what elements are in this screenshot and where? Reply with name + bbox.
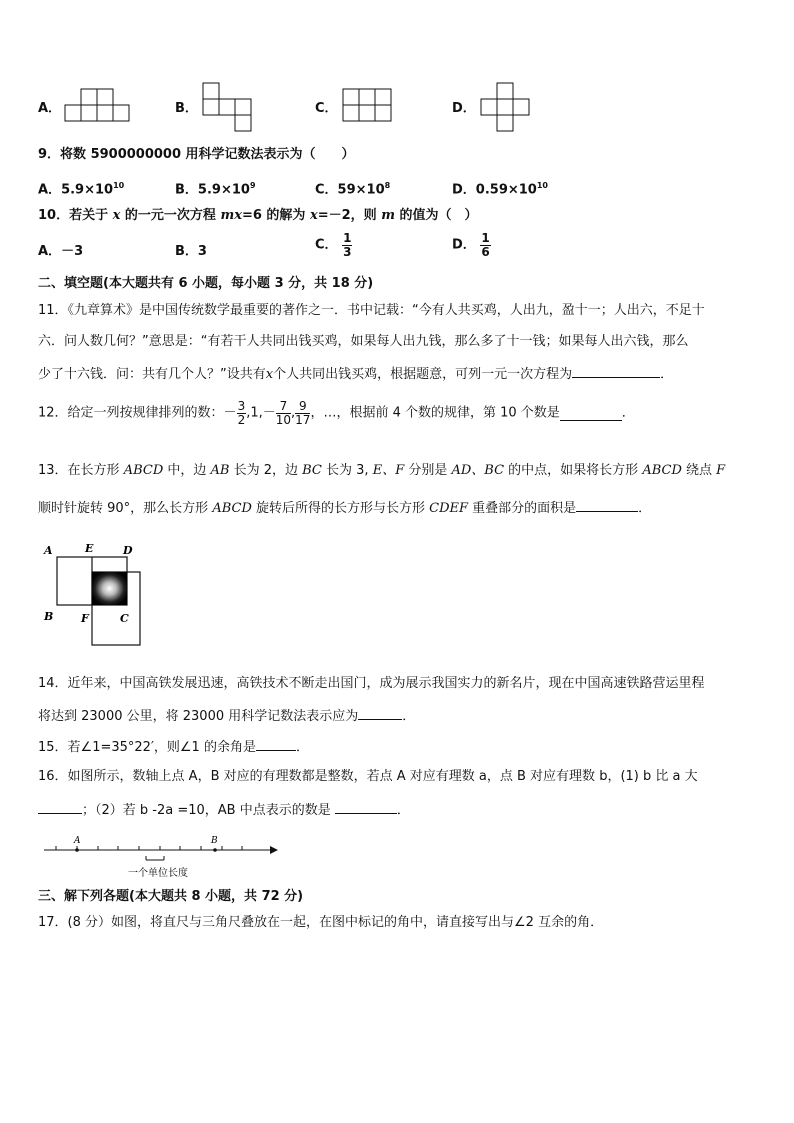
q13-line-2: 顺时针旋转 90°，那么长方形 ABCD 旋转后所得的长方形与长方形 CDEF 重叠部分的面积是 ． <box>38 498 651 518</box>
q13-answer-blank[interactable] <box>576 498 638 512</box>
q9-option-a: A．$5.9\times 10^{10}$ <box>38 181 125 198</box>
q8-net-c <box>342 88 396 124</box>
q8-net-d <box>480 82 534 134</box>
q15-text: 15．若∠1=35°22′，则∠1 的余角是 ． <box>38 737 309 757</box>
q14-line-2: 将达到 23000 公里，将 23000 用科学记数法表示应为 ． <box>38 706 415 726</box>
q13-label-b: B <box>44 610 54 623</box>
q14-line-1: 14．近年来，中国高铁发展迅速，高铁技术不断走出国门，成为展示我国实力的新名片，现在中国高速铁路营运里程 <box>38 676 705 691</box>
q11-answer-blank[interactable] <box>572 364 660 378</box>
q8-option-b-label: B． <box>175 101 198 116</box>
q10-option-c: C． $\frac{1}{3}$ <box>315 231 352 259</box>
q13-label-d: D <box>123 544 133 557</box>
q16-number-line <box>40 832 280 882</box>
q17-text: 17．(8 分）如图，将直尺与三角尺叠放在一起，在图中标记的角中，请直接写出与∠2 互余的角． <box>38 915 604 930</box>
q16-point-b-label: B <box>211 836 218 846</box>
section-2-heading: 二、填空题(本大题共有 6 小题，每小题 3 分，共 18 分) <box>38 276 374 291</box>
q8-net-b <box>202 82 254 134</box>
q8-net-a <box>64 88 134 124</box>
q9-option-b: B．$5.9\times 10^9$ <box>175 181 256 198</box>
q8-option-a-label: A． <box>38 101 62 116</box>
q15-answer-blank[interactable] <box>256 737 296 751</box>
q11-line-2: 六．问人数几何？”意思是：“有若干人共同出钱买鸡，如果每人出九钱，那么多了十一钱；如果每人出六钱，那么 <box>38 334 689 349</box>
q9-option-c: C．$59\times 10^8$ <box>315 181 391 198</box>
q13-label-e: E <box>85 542 94 555</box>
q16-line-1: 16．如图所示，数轴上点 A，B 对应的有理数都是整数，若点 A 对应有理数 a，点 B 对应有理数 b，(1) b 比 a 大 <box>38 769 698 784</box>
q16-unit-length-label: 一个单位长度 <box>128 868 188 879</box>
q13-rectangle-figure <box>40 540 170 650</box>
q8-option-d-label: D． <box>452 101 476 116</box>
q13-label-f: F <box>81 612 89 625</box>
q11-line-3: 少了十六钱．问：共有几个人？”设共有x个人共同出钱买鸡，根据题意，可列一元一次方程为 ． <box>38 364 673 384</box>
q16-answer-blank-2[interactable] <box>335 800 397 814</box>
q13-label-c: C <box>120 612 129 625</box>
q12-answer-blank[interactable] <box>560 407 622 421</box>
q10-option-d: D． $\frac{1}{6}$ <box>452 231 490 259</box>
q9-option-d: D．$0.59\times 10^{10}$ <box>452 181 548 198</box>
q13-line-1: 13．在长方形 ABCD 中，边 AB 长为 2，边 BC 长为 3, E、F 分别是 AD、BC 的中点，如果将长方形 ABCD 绕点 F <box>38 463 726 478</box>
q10-option-a: A．－3 <box>38 244 84 259</box>
q16-answer-blank-1[interactable] <box>38 800 82 814</box>
q13-label-a: A <box>44 544 53 557</box>
q9-stem: 9．将数 5900000000 用科学记数法表示为（ ） <box>38 147 355 162</box>
q12-text: 12．给定一列按规律排列的数：－ $\frac{3}{2}$ ,1,－ $\frac{7}{10}$ , $\frac{9}{17}$ ，…，根据前 4 个数的规律，第 10 个数是 ． <box>38 399 635 427</box>
q10-stem: 10．若关于 x 的一元一次方程 mx=6 的解为 x=－2，则 m 的值为（ ） <box>38 208 478 223</box>
q16-point-a-label: A <box>74 836 81 846</box>
q11-line-1: 11．《九章算术》是中国传统数学最重要的著作之一．书中记载：“今有人共买鸡，人出九，盈十一；人出六，不足十 <box>38 303 705 318</box>
q8-option-c-label: C． <box>315 101 338 116</box>
q14-answer-blank[interactable] <box>358 706 402 720</box>
q16-line-2: ；（2）若 b -2a =10，AB 中点表示的数是 ． <box>38 800 410 820</box>
q10-option-b: B．3 <box>175 244 207 259</box>
section-3-heading: 三、解下列各题(本大题共 8 小题，共 72 分) <box>38 889 304 904</box>
